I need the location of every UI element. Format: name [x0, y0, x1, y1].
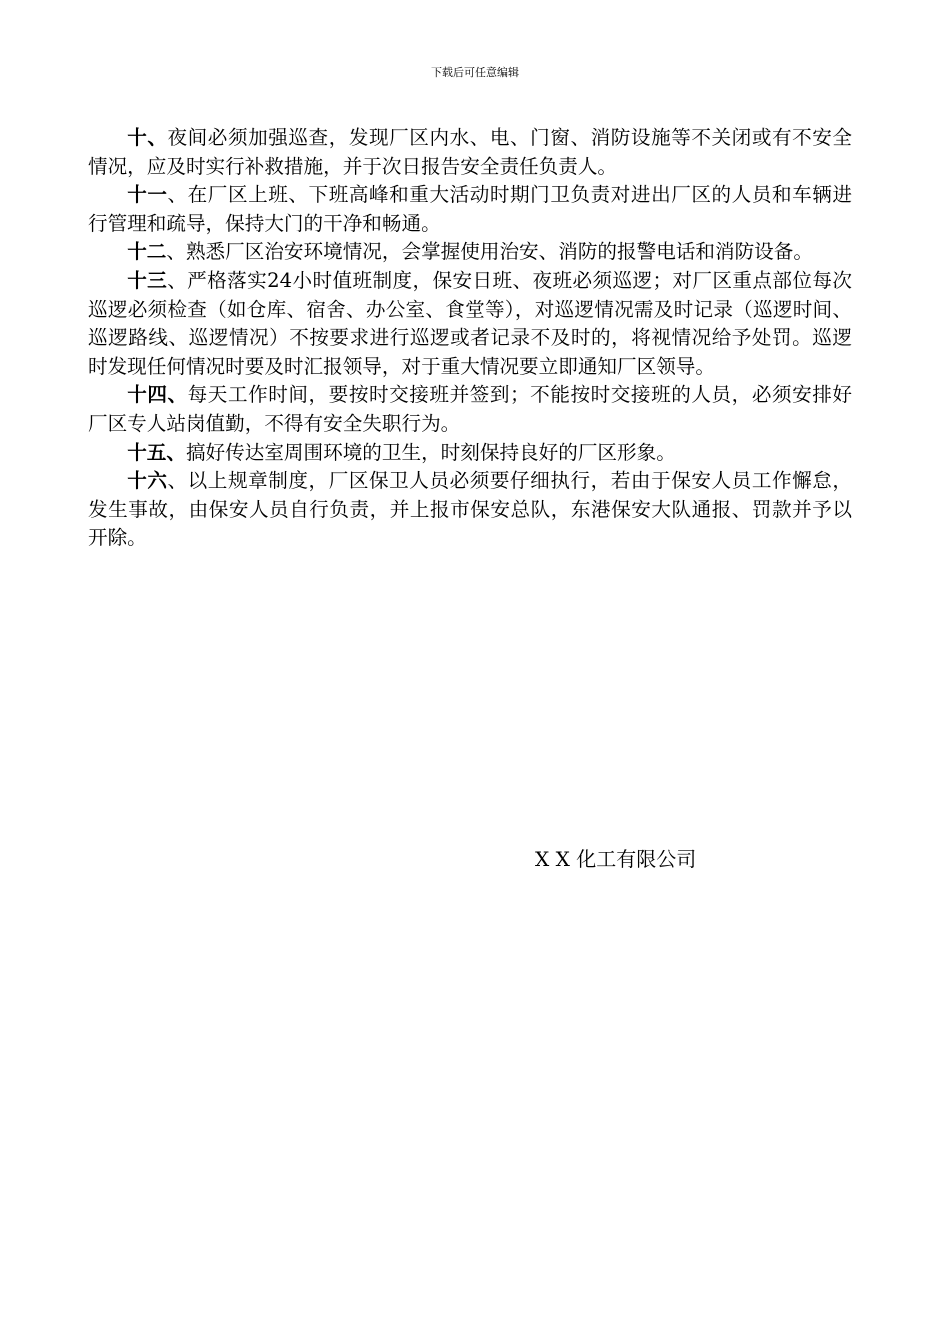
paragraph-text: 、熟悉厂区治安环境情况，会掌握使用治安、消防的报警电话和消防设备。: [166, 240, 813, 264]
paragraph-text: 、严格落实24小时值班制度，保安日班、夜班必须巡逻；对厂区重点部位每次巡逻必须检查（如仓库、宿舍、办公室、食堂等），对巡逻情况需及时记录（巡逻时间、巡逻路线、巡逻情况）不按要求进行巡逻或者记录不及时的，将视情况给予处罚。巡逻时发现任何情况时要及时汇报领导，对于重大情况要立即通知厂区领导。: [88, 268, 853, 378]
regulation-paragraph-16: [88, 467, 852, 553]
paragraph-number: 十四、: [127, 383, 188, 407]
paragraph-text: 、以上规章制度，厂区保卫人员必须要仔细执行，若由于保安人员工作懈怠，发生事故，由保安人员自行负责，并上报市保安总队，东港保安大队通报、罚款并予以开除。: [88, 469, 853, 550]
paragraph-text: 每天工作时间，要按时交接班并签到；不能按时交接班的人员，必须安排好厂区专人站岗值勤，不得有安全失职行为。: [88, 383, 853, 435]
page-header-note: 下载后可任意编辑: [431, 66, 519, 79]
paragraph-number: 十五、: [127, 440, 186, 464]
regulations-body: [88, 124, 852, 553]
paragraph-number: 十二: [127, 240, 167, 264]
regulation-paragraph-10: [88, 124, 852, 181]
regulation-paragraph-15: [88, 439, 852, 468]
paragraph-number: 十一: [127, 183, 168, 207]
company-signature: X X 化工有限公司: [535, 847, 697, 871]
paragraph-text: 、在厂区上班、下班高峰和重大活动时期门卫负责对进出厂区的人员和车辆进行管理和疏导，保持大门的干净和畅通。: [88, 183, 853, 235]
regulation-paragraph-14: [88, 381, 852, 438]
regulation-paragraph-11: [88, 181, 852, 238]
regulation-paragraph-13: [88, 267, 852, 381]
paragraph-text: 夜间必须加强巡查，发现厂区内水、电、门窗、消防设施等不关闭或有不安全情况，应及时实行补救措施，并于次日报告安全责任负责人。: [88, 126, 853, 178]
paragraph-number: 十三: [127, 268, 168, 292]
regulation-paragraph-12: [88, 238, 852, 267]
paragraph-number: 十六: [127, 469, 168, 493]
paragraph-text: 搞好传达室周围环境的卫生，时刻保持良好的厂区形象。: [185, 440, 676, 464]
paragraph-number: 十、: [127, 126, 168, 149]
